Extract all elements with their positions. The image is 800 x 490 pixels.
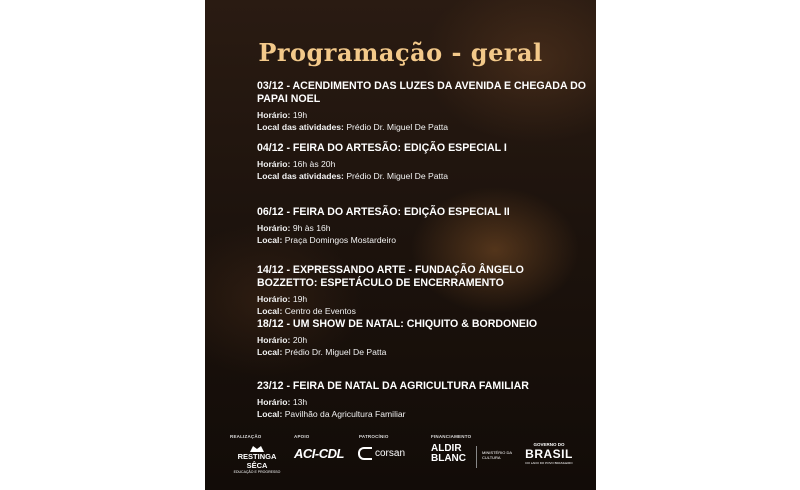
crest-icon: [250, 444, 264, 452]
event-item: [257, 264, 587, 317]
event-heading: 03/12 - ACENDIMENTO DAS LUZES DA AVENIDA E CHEGADA DO PAPAI NOEL: [257, 80, 587, 105]
event-heading: 06/12 - FEIRA DO ARTESÃO: EDIÇÃO ESPECIAL II: [257, 206, 510, 218]
governo-brasil-logo: GOVERNO DO BRASIL DO LADO DO POVO BRASILEIRO: [525, 442, 573, 465]
corsan-logo: corsan: [358, 447, 405, 460]
aci-cdl-logo: ACI-CDL: [294, 446, 344, 461]
sponsor-footer: [205, 432, 596, 490]
event-time: Horário: 20h: [257, 335, 308, 345]
label-patrocinio: PATROCÍNIO: [359, 434, 389, 439]
event-heading: 04/12 - FEIRA DO ARTESÃO: EDIÇÃO ESPECIAL I: [257, 142, 507, 154]
event-heading: 18/12 - UM SHOW DE NATAL: CHIQUITO & BORDONEIO: [257, 318, 538, 330]
event-item: [257, 206, 587, 246]
event-time: Horário: 9h às 16h: [257, 223, 331, 233]
event-item: [257, 142, 587, 182]
poster-title: Programação - geral: [258, 38, 543, 67]
aldir-blanc-logo: ALDIR BLANC: [431, 443, 466, 464]
event-poster: [205, 0, 596, 490]
corsan-mark-icon: [358, 447, 372, 460]
event-time: Horário: 13h: [257, 397, 308, 407]
ministerio-cultura-label: MINISTÉRIO DA CULTURA: [482, 450, 512, 460]
label-realizacao: REALIZAÇÃO: [230, 434, 262, 439]
event-location: Local das atividades: Prédio Dr. Miguel De Patta: [257, 121, 449, 132]
event-location: Local: Centro de Eventos: [257, 305, 356, 316]
event-item: [257, 380, 587, 420]
event-location: Local: Praça Domingos Mostardeiro: [257, 234, 396, 245]
event-time: Horário: 16h às 20h: [257, 159, 336, 169]
label-financiamento: FINANCIAMENTO: [431, 434, 472, 439]
event-time: Horário: 19h: [257, 110, 308, 120]
footer-divider: [476, 446, 477, 468]
event-item: [257, 80, 587, 133]
event-heading: 14/12 - EXPRESSANDO ARTE - FUNDAÇÃO ÂNGELO BOZZETTO: ESPETÁCULO DE ENCERRAMENTO: [257, 264, 524, 289]
event-location: Local das atividades: Prédio Dr. Miguel De Patta: [257, 170, 449, 181]
restinga-seca-logo: RESTINGA SÊCA EDUCAÇÃO E PROGRESSO: [227, 444, 287, 475]
label-apoio: APOIO: [294, 434, 310, 439]
event-heading: 23/12 - FEIRA DE NATAL DA AGRICULTURA FAMILIAR: [257, 380, 529, 392]
event-item: [257, 318, 587, 358]
event-location: Local: Prédio Dr. Miguel De Patta: [257, 346, 387, 357]
event-time: Horário: 19h: [257, 294, 308, 304]
event-location: Local: Pavilhão da Agricultura Familiar: [257, 408, 406, 419]
